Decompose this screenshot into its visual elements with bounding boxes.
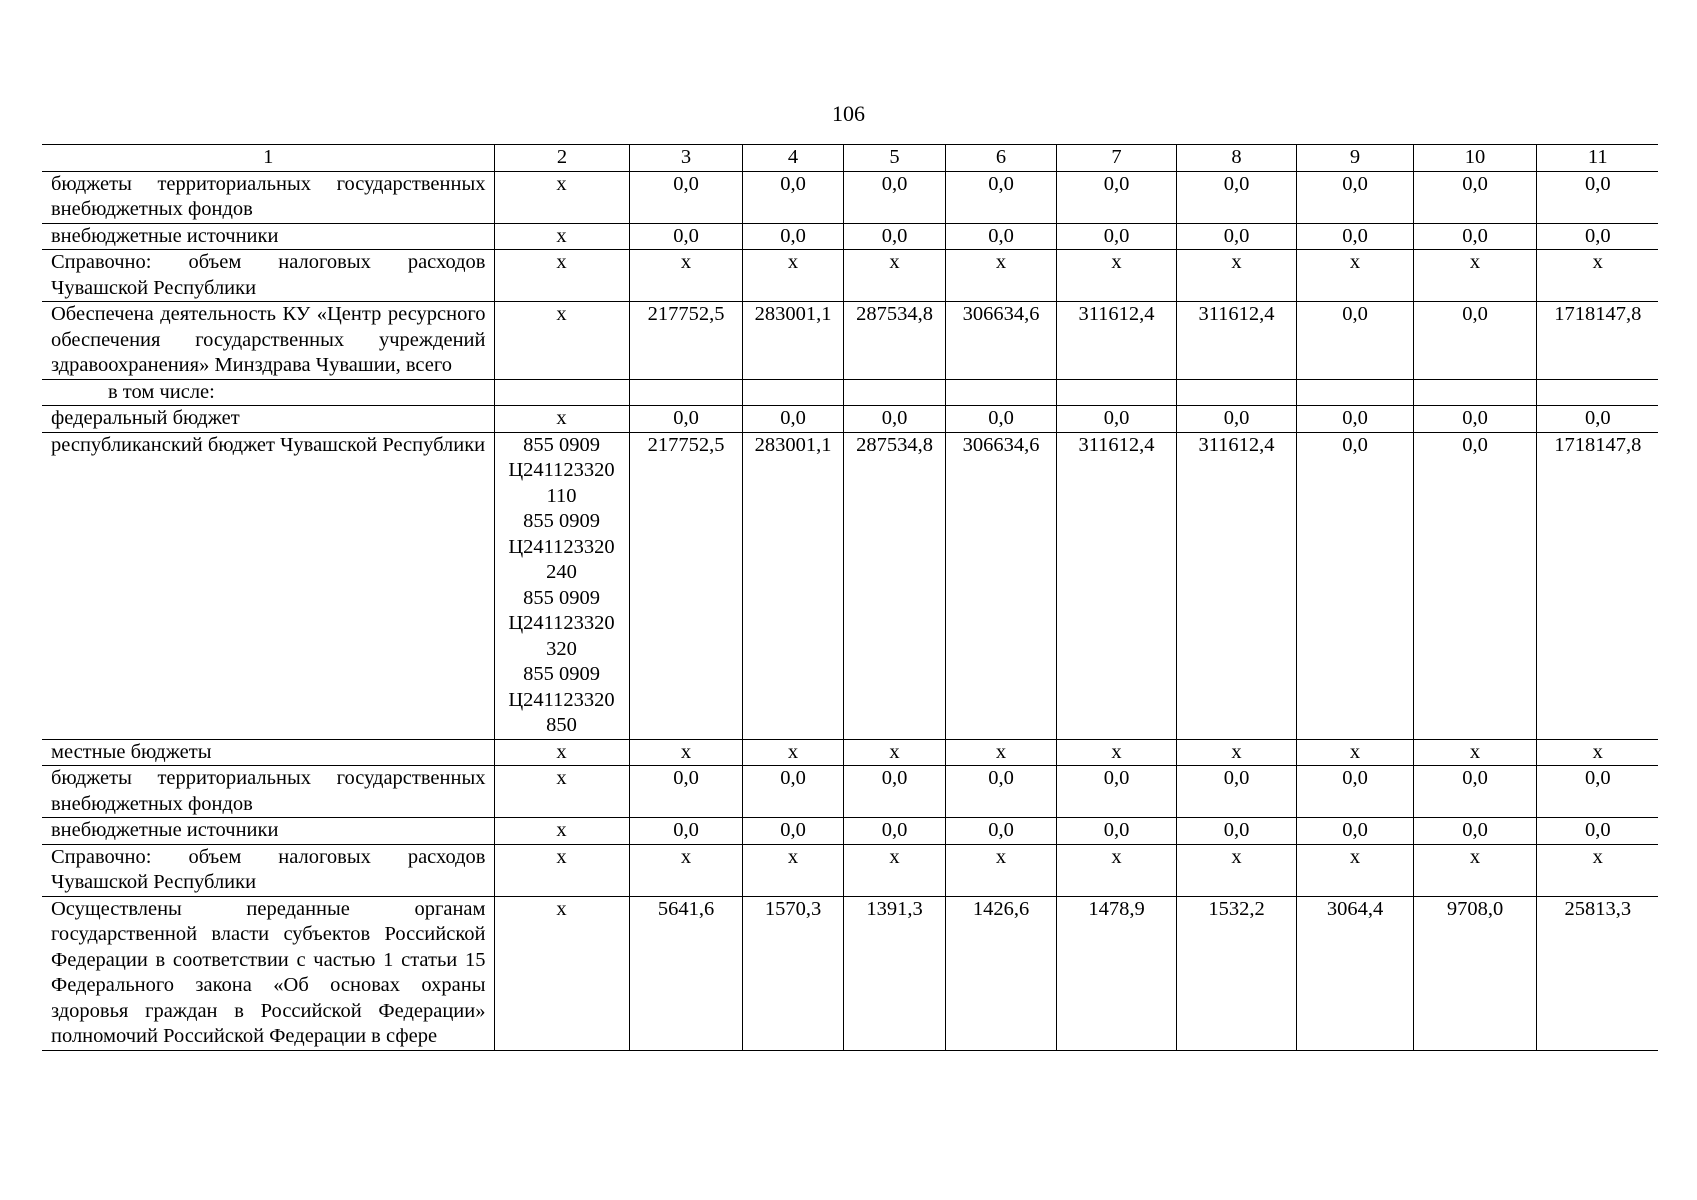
row-value-cell: х — [742, 739, 843, 766]
row-value-cell: х — [945, 844, 1056, 896]
table-row — [42, 896, 1658, 1050]
row-value-cell: х — [843, 844, 945, 896]
row-name-cell: Справочно: объем налоговых расходов Чувашской Республики — [42, 250, 494, 302]
budget-table — [42, 144, 1658, 1051]
row-value-cell: х — [1176, 250, 1296, 302]
row-value-cell: 0,0 — [629, 766, 742, 818]
row-code-cell: х — [494, 250, 629, 302]
row-value-cell: х — [1056, 250, 1176, 302]
table-row — [42, 739, 1658, 766]
row-value-cell: х — [1536, 739, 1658, 766]
row-value-cell: 3064,4 — [1296, 896, 1413, 1050]
header-cell: 3 — [629, 145, 742, 172]
row-value-cell: х — [742, 844, 843, 896]
row-value-cell: 0,0 — [1296, 766, 1413, 818]
row-name-cell: республиканский бюджет Чувашской Республики — [42, 432, 494, 739]
row-value-cell: 0,0 — [1296, 406, 1413, 433]
row-value-cell: 1532,2 — [1176, 896, 1296, 1050]
row-value-cell: х — [1413, 739, 1536, 766]
row-value-cell: 0,0 — [1536, 766, 1658, 818]
row-value-cell: 0,0 — [1536, 406, 1658, 433]
table-row — [42, 223, 1658, 250]
header-cell: 6 — [945, 145, 1056, 172]
row-value-cell — [742, 379, 843, 406]
row-value-cell: 1718147,8 — [1536, 302, 1658, 380]
row-value-cell: х — [1056, 739, 1176, 766]
row-value-cell: 1478,9 — [1056, 896, 1176, 1050]
row-value-cell: х — [843, 250, 945, 302]
row-value-cell: х — [1296, 844, 1413, 896]
row-value-cell: 0,0 — [843, 766, 945, 818]
header-cell: 1 — [42, 145, 494, 172]
row-value-cell: 0,0 — [1056, 766, 1176, 818]
row-value-cell: х — [629, 844, 742, 896]
row-value-cell: 0,0 — [1296, 171, 1413, 223]
table-row — [42, 844, 1658, 896]
header-cell: 10 — [1413, 145, 1536, 172]
row-value-cell: х — [1536, 250, 1658, 302]
row-value-cell: 0,0 — [1176, 406, 1296, 433]
table-row — [42, 379, 1658, 406]
row-value-cell: 1391,3 — [843, 896, 945, 1050]
row-value-cell: 0,0 — [1413, 171, 1536, 223]
row-code-cell — [494, 379, 629, 406]
row-value-cell: 0,0 — [1536, 818, 1658, 845]
row-value-cell: х — [1176, 844, 1296, 896]
row-value-cell: х — [843, 739, 945, 766]
row-value-cell: 306634,6 — [945, 302, 1056, 380]
row-value-cell: х — [945, 250, 1056, 302]
row-value-cell: 0,0 — [1413, 432, 1536, 739]
row-value-cell: 0,0 — [1056, 818, 1176, 845]
table-row — [42, 766, 1658, 818]
row-value-cell: 0,0 — [629, 223, 742, 250]
row-value-cell: 1426,6 — [945, 896, 1056, 1050]
table-header-row — [42, 145, 1658, 172]
row-name-cell: местные бюджеты — [42, 739, 494, 766]
table-body — [42, 145, 1658, 1051]
header-cell: 9 — [1296, 145, 1413, 172]
row-value-cell: 287534,8 — [843, 432, 945, 739]
row-value-cell: 0,0 — [945, 818, 1056, 845]
row-value-cell: 287534,8 — [843, 302, 945, 380]
table-row — [42, 171, 1658, 223]
row-name-cell: бюджеты территориальных государственных внебюджетных фондов — [42, 766, 494, 818]
row-value-cell: 5641,6 — [629, 896, 742, 1050]
row-value-cell — [1176, 379, 1296, 406]
row-code-cell: 855 0909 Ц241123320 110 855 0909 Ц241123320 240 855 0909 Ц241123320 320 855 0909 Ц241123320 850 — [494, 432, 629, 739]
row-value-cell: 283001,1 — [742, 302, 843, 380]
row-value-cell: х — [1413, 844, 1536, 896]
row-value-cell: 0,0 — [945, 223, 1056, 250]
row-value-cell: 0,0 — [742, 223, 843, 250]
row-value-cell: 0,0 — [1413, 223, 1536, 250]
table-row — [42, 250, 1658, 302]
row-name-cell: бюджеты территориальных государственных внебюджетных фондов — [42, 171, 494, 223]
header-cell: 7 — [1056, 145, 1176, 172]
row-value-cell: 0,0 — [629, 171, 742, 223]
row-value-cell: 217752,5 — [629, 432, 742, 739]
row-value-cell: 0,0 — [1176, 818, 1296, 845]
row-value-cell: 0,0 — [742, 766, 843, 818]
header-cell: 11 — [1536, 145, 1658, 172]
page-number: 106 — [832, 101, 865, 126]
row-value-cell: 0,0 — [843, 171, 945, 223]
row-name-cell: Осуществлены переданные органам государственной власти субъектов Российской Федерации в соответствии с частью 1 статьи 15 Федерального закона «Об основах охраны здоровья граждан в Российской Федерации» полномочий Российской Федерации в сфере — [42, 896, 494, 1050]
row-value-cell: 0,0 — [1296, 818, 1413, 845]
row-value-cell — [1413, 379, 1536, 406]
row-name-cell: в том числе: — [42, 379, 494, 406]
header-cell: 4 — [742, 145, 843, 172]
row-code-cell: х — [494, 223, 629, 250]
row-value-cell: х — [1296, 250, 1413, 302]
row-code-cell: х — [494, 171, 629, 223]
row-value-cell: 0,0 — [945, 406, 1056, 433]
row-value-cell: х — [742, 250, 843, 302]
row-value-cell: 0,0 — [1176, 223, 1296, 250]
row-value-cell: 0,0 — [629, 406, 742, 433]
table-row — [42, 818, 1658, 845]
row-value-cell: 0,0 — [742, 406, 843, 433]
row-value-cell: 311612,4 — [1056, 432, 1176, 739]
row-value-cell: 0,0 — [945, 766, 1056, 818]
row-code-cell: х — [494, 406, 629, 433]
row-code-cell: х — [494, 818, 629, 845]
row-value-cell — [1536, 379, 1658, 406]
row-code-cell: х — [494, 739, 629, 766]
row-value-cell: 217752,5 — [629, 302, 742, 380]
row-name-cell: Обеспечена деятельность КУ «Центр ресурсного обеспечения государственных учреждений здравоохранения» Минздрава Чувашии, всего — [42, 302, 494, 380]
row-code-cell: х — [494, 766, 629, 818]
header-cell: 2 — [494, 145, 629, 172]
row-value-cell: 0,0 — [1056, 223, 1176, 250]
row-value-cell: х — [1056, 844, 1176, 896]
table-row — [42, 432, 1658, 739]
row-value-cell: 0,0 — [1413, 406, 1536, 433]
row-value-cell: х — [1296, 739, 1413, 766]
row-name-cell: Справочно: объем налоговых расходов Чувашской Республики — [42, 844, 494, 896]
row-value-cell — [843, 379, 945, 406]
row-value-cell: 0,0 — [843, 223, 945, 250]
row-value-cell: 0,0 — [1536, 223, 1658, 250]
row-value-cell: 1718147,8 — [1536, 432, 1658, 739]
row-value-cell: 0,0 — [843, 818, 945, 845]
row-name-cell: федеральный бюджет — [42, 406, 494, 433]
row-value-cell — [945, 379, 1056, 406]
row-value-cell: 0,0 — [1413, 302, 1536, 380]
row-value-cell: 283001,1 — [742, 432, 843, 739]
row-value-cell: 311612,4 — [1176, 302, 1296, 380]
row-value-cell: 0,0 — [1296, 223, 1413, 250]
row-value-cell — [629, 379, 742, 406]
row-value-cell: 0,0 — [1413, 766, 1536, 818]
row-value-cell: 0,0 — [945, 171, 1056, 223]
row-value-cell: 0,0 — [742, 171, 843, 223]
row-value-cell: х — [1536, 844, 1658, 896]
row-value-cell: 0,0 — [1536, 171, 1658, 223]
row-value-cell: 0,0 — [1056, 171, 1176, 223]
row-name-cell: внебюджетные источники — [42, 223, 494, 250]
row-value-cell: 0,0 — [843, 406, 945, 433]
row-code-cell: х — [494, 896, 629, 1050]
row-value-cell: 306634,6 — [945, 432, 1056, 739]
row-value-cell: 9708,0 — [1413, 896, 1536, 1050]
row-value-cell — [1056, 379, 1176, 406]
row-value-cell: 0,0 — [1296, 432, 1413, 739]
row-value-cell: 0,0 — [1056, 406, 1176, 433]
row-code-cell: х — [494, 844, 629, 896]
row-value-cell: 311612,4 — [1056, 302, 1176, 380]
row-value-cell: 0,0 — [1176, 766, 1296, 818]
row-code-cell: х — [494, 302, 629, 380]
row-value-cell: х — [629, 250, 742, 302]
row-value-cell: 0,0 — [1413, 818, 1536, 845]
table-row — [42, 302, 1658, 380]
row-name-cell: внебюджетные источники — [42, 818, 494, 845]
row-value-cell: х — [629, 739, 742, 766]
row-value-cell — [1296, 379, 1413, 406]
row-value-cell: 25813,3 — [1536, 896, 1658, 1050]
header-cell: 8 — [1176, 145, 1296, 172]
header-cell: 5 — [843, 145, 945, 172]
row-value-cell: 1570,3 — [742, 896, 843, 1050]
row-value-cell: х — [1413, 250, 1536, 302]
row-value-cell: 0,0 — [629, 818, 742, 845]
row-value-cell: х — [1176, 739, 1296, 766]
row-value-cell: 0,0 — [1176, 171, 1296, 223]
row-value-cell: х — [945, 739, 1056, 766]
row-value-cell: 311612,4 — [1176, 432, 1296, 739]
row-value-cell: 0,0 — [1296, 302, 1413, 380]
row-value-cell: 0,0 — [742, 818, 843, 845]
table-row — [42, 406, 1658, 433]
